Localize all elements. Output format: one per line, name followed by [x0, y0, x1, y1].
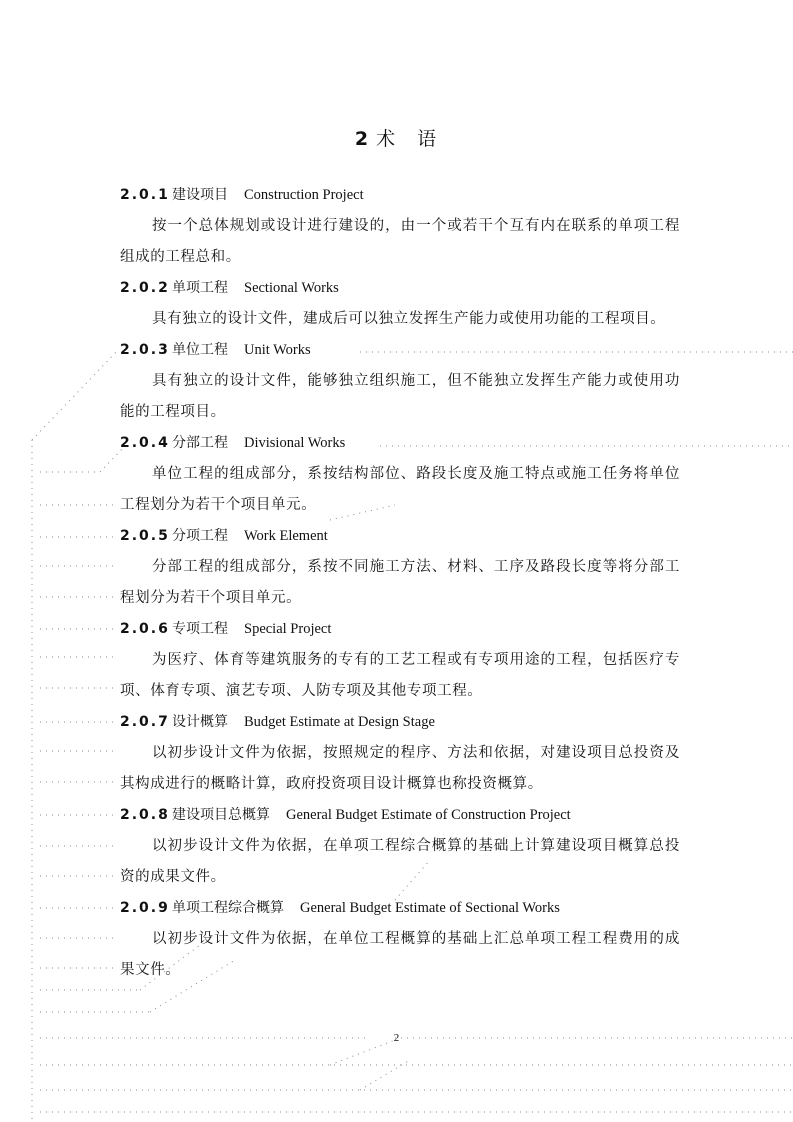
term-heading	[120, 273, 680, 304]
term-english: Construction Project	[244, 187, 364, 203]
term-definition: 以初步设计文件为依据，按照规定的程序、方法和依据，对建设项目总投资及其构成进行的概略计算，政府投资项目设计概算也称投资概算。	[120, 745, 680, 792]
term-entry	[120, 180, 680, 273]
term-heading	[120, 521, 680, 552]
term-definition: 以初步设计文件为依据，在单位工程概算的基础上汇总单项工程工程费用的成果文件。	[120, 931, 680, 978]
term-english: Budget Estimate at Design Stage	[244, 714, 435, 730]
term-entry	[120, 335, 680, 428]
term-english: General Budget Estimate of Sectional Works	[300, 900, 560, 916]
term-chinese: 建设项目总概算	[172, 807, 270, 823]
term-english: Sectional Works	[244, 280, 339, 296]
term-heading	[120, 180, 680, 211]
term-entry	[120, 428, 680, 521]
page-number: 2	[393, 1032, 400, 1044]
term-entry	[120, 893, 680, 986]
term-heading	[120, 707, 680, 738]
term-chinese: 设计概算	[172, 714, 228, 730]
term-definition: 具有独立的设计文件，能够独立组织施工，但不能独立发挥生产能力或使用功能的工程项目。	[120, 373, 680, 420]
term-number: 2.0.3	[120, 342, 170, 358]
term-number: 2.0.5	[120, 528, 170, 544]
term-chinese: 专项工程	[172, 621, 228, 637]
term-heading	[120, 428, 680, 459]
term-number: 2.0.9	[120, 900, 170, 916]
term-heading	[120, 800, 680, 831]
term-entry	[120, 614, 680, 707]
term-english: Divisional Works	[244, 435, 346, 451]
term-english: General Budget Estimate of Construction Project	[286, 807, 571, 823]
section-title	[0, 124, 793, 151]
term-number: 2.0.7	[120, 714, 170, 730]
term-english: Special Project	[244, 621, 332, 637]
term-number: 2.0.1	[120, 187, 170, 203]
term-number: 2.0.6	[120, 621, 170, 637]
term-definition: 具有独立的设计文件，建成后可以独立发挥生产能力或使用功能的工程项目。	[152, 311, 666, 327]
term-chinese: 单位工程	[172, 342, 228, 358]
term-definition: 为医疗、体育等建筑服务的专有的工艺工程或有专项用途的工程，包括医疗专项、体育专项、演艺专项、人防专项及其他专项工程。	[120, 652, 680, 699]
term-number: 2.0.8	[120, 807, 170, 823]
term-definition: 分部工程的组成部分，系按不同施工方法、材料、工序及路段长度等将分部工程划分为若干个项目单元。	[120, 559, 680, 606]
term-definition: 按一个总体规划或设计进行建设的，由一个或若干个互有内在联系的单项工程组成的工程总和。	[120, 218, 680, 265]
term-number: 2.0.2	[120, 280, 170, 296]
term-entry	[120, 521, 680, 614]
section-title-char-1: 术	[376, 128, 398, 150]
term-chinese: 分部工程	[172, 435, 228, 451]
section-title-char-2: 语	[417, 128, 439, 150]
term-chinese: 单项工程综合概算	[172, 900, 284, 916]
term-entry	[120, 800, 680, 893]
term-heading	[120, 893, 680, 924]
term-entry	[120, 707, 680, 800]
term-chinese: 分项工程	[172, 528, 228, 544]
term-chinese: 建设项目	[172, 187, 228, 203]
section-number: 2	[354, 128, 371, 150]
terms-list	[120, 180, 680, 986]
term-number: 2.0.4	[120, 435, 170, 451]
term-entry	[120, 273, 680, 335]
term-definition: 以初步设计文件为依据，在单项工程综合概算的基础上计算建设项目概算总投资的成果文件。	[120, 838, 680, 885]
term-heading	[120, 335, 680, 366]
term-chinese: 单项工程	[172, 280, 228, 296]
term-english: Work Element	[244, 528, 328, 544]
term-heading	[120, 614, 680, 645]
term-english: Unit Works	[244, 342, 311, 358]
term-definition: 单位工程的组成部分，系按结构部位、路段长度及施工特点或施工任务将单位工程划分为若干个项目单元。	[120, 466, 680, 513]
